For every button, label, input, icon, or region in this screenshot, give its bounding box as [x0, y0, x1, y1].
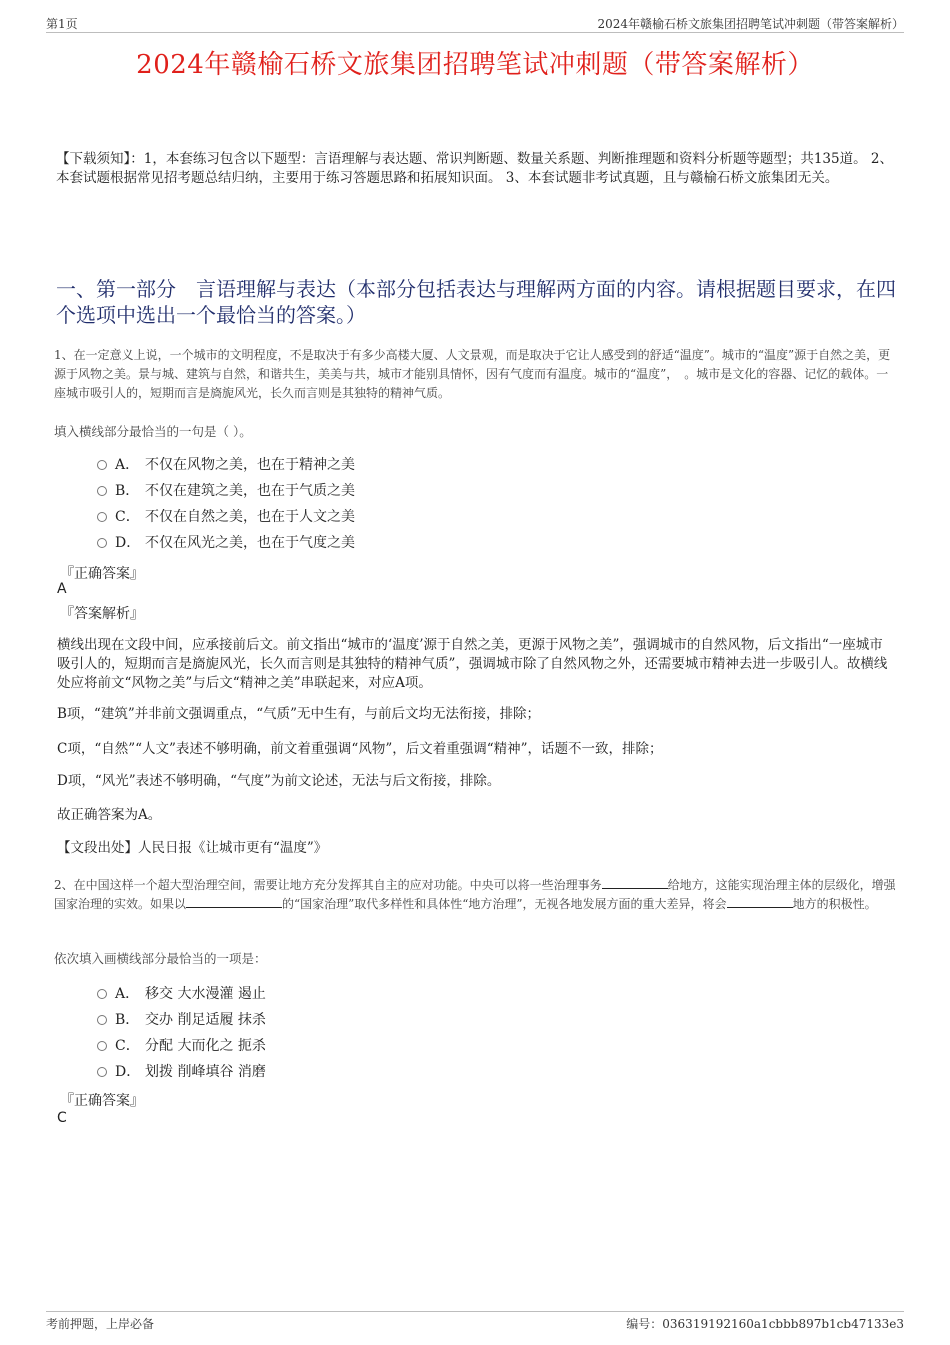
question-2-option-c[interactable]: C． 分配 大而化之 扼杀 — [97, 1036, 266, 1056]
radio-icon[interactable] — [97, 1041, 107, 1051]
question-2-option-a[interactable]: A． 移交 大水漫灌 遏止 — [97, 984, 266, 1004]
footer-serial: 编号：036319192160a1cbbb897b1cb47133e3 — [626, 1317, 904, 1331]
question-1-prompt: 填入横线部分最恰当的一句是（ ）。 — [54, 424, 252, 439]
download-notice: 【下载须知】：1，本套练习包含以下题型：言语理解与表达题、常识判断题、数量关系题、判断推理题和资料分析题等题型；共135道。 2、本套试题根据常见招考题总结归纳，主要用于练习答题思路和拓展知识面。 3、本套试题非考试真题，且与赣榆石桥文旅集团无关。 — [56, 151, 893, 186]
question-1-answer-label: 『正确答案』 — [60, 566, 144, 582]
analysis-conclusion: 故正确答案为A。 — [57, 807, 162, 823]
analysis-paragraph: 横线出现在文段中间，应承接前后文。前文指出“城市的‘温度’源于自然之美，更源于风物之美”，强调城市的自然风物，后文指出“一座城市吸引人的，短期而言是旖旎风光，长久而言则是其独特的精神气质”，强调城市除了自然风物之外，还需要城市精神去进一步吸引人。故横线处应将前文“风物之美”与后文“精神之美”串联起来，对应A项。 — [57, 637, 888, 691]
question-2-answer-label: 『正确答案』 — [60, 1093, 144, 1109]
radio-icon[interactable] — [97, 538, 107, 548]
question-2-prompt: 依次填入画横线部分最恰当的一项是： — [54, 951, 267, 966]
question-1-option-b[interactable]: B． 不仅在建筑之美，也在于气质之美 — [97, 481, 355, 501]
question-1-answer: A — [57, 581, 67, 597]
question-2-option-d[interactable]: D． 划拨 削峰填谷 消磨 — [97, 1062, 266, 1082]
radio-icon[interactable] — [97, 460, 107, 470]
radio-icon[interactable] — [97, 512, 107, 522]
analysis-paragraph: B项，“建筑”并非前文强调重点，“气质”无中生有，与前后文均无法衔接，排除； — [57, 706, 541, 722]
section-title: 一、第一部分 言语理解与表达（本部分包括表达与理解两方面的内容。请根据题目要求，在四个选项中选出一个最恰当的答案。） — [56, 277, 896, 327]
question-1-option-d[interactable]: D． 不仅在风光之美，也在于气度之美 — [97, 533, 355, 553]
radio-icon[interactable] — [97, 989, 107, 999]
radio-icon[interactable] — [97, 1067, 107, 1077]
question-2-answer: C — [57, 1110, 67, 1126]
fill-blank — [602, 876, 668, 889]
document-title: 2024年赣榆石桥文旅集团招聘笔试冲刺题（带答案解析） — [136, 50, 814, 80]
header-doc-title: 2024年赣榆石桥文旅集团招聘笔试冲刺题（带答案解析） — [597, 17, 904, 31]
analysis-source: 【文段出处】人民日报《让城市更有“温度”》 — [57, 840, 328, 856]
question-1-option-c[interactable]: C． 不仅在自然之美，也在于人文之美 — [97, 507, 355, 527]
question-1-option-a[interactable]: A． 不仅在风物之美，也在于精神之美 — [97, 455, 355, 475]
page-number: 第1页 — [46, 17, 78, 31]
question-2-option-b[interactable]: B． 交办 削足适履 抹杀 — [97, 1010, 266, 1030]
radio-icon[interactable] — [97, 486, 107, 496]
page-footer — [46, 1311, 904, 1334]
analysis-paragraph: D项，“风光”表述不够明确，“气度”为前文论述，无法与后文衔接，排除。 — [57, 773, 501, 789]
page-header — [46, 14, 904, 33]
question-1-analysis-label: 『答案解析』 — [60, 606, 144, 622]
fill-blank — [727, 895, 793, 908]
question-2-text: 2、在中国这样一个超大型治理空间，需要让地方充分发挥其自主的应对功能。中央可以将一些治理事务 给地方，这能实现治理主体的层级化，增强国家治理的实效。如果以 的“国家治理”取代多样性和具体性“地方治理”，无视各地发展方面的重大差异，将会 地方的积极性。 — [54, 878, 896, 911]
analysis-paragraph: C项，“自然”“人文”表述不够明确，前文着重强调“风物”，后文着重强调“精神”，话题不一致，排除； — [57, 741, 663, 757]
question-1-text: 1、在一定意义上说，一个城市的文明程度，不是取决于有多少高楼大厦、人文景观，而是取决于它让人感受到的舒适“温度”。城市的“温度”源于自然之美，更源于风物之美。景与城、建筑与自然，和谐共生，美美与共，城市才能别具情怀，因有气度而有温度。城市的“温度”， 。城市是文化的容器、记忆的载体。一座城市吸引人的，短期而言是旖旎风光，长久而言则是其独特的精神气质。 — [54, 348, 891, 400]
radio-icon[interactable] — [97, 1015, 107, 1025]
fill-blank — [186, 895, 282, 908]
footer-slogan: 考前押题，上岸必备 — [46, 1317, 155, 1331]
